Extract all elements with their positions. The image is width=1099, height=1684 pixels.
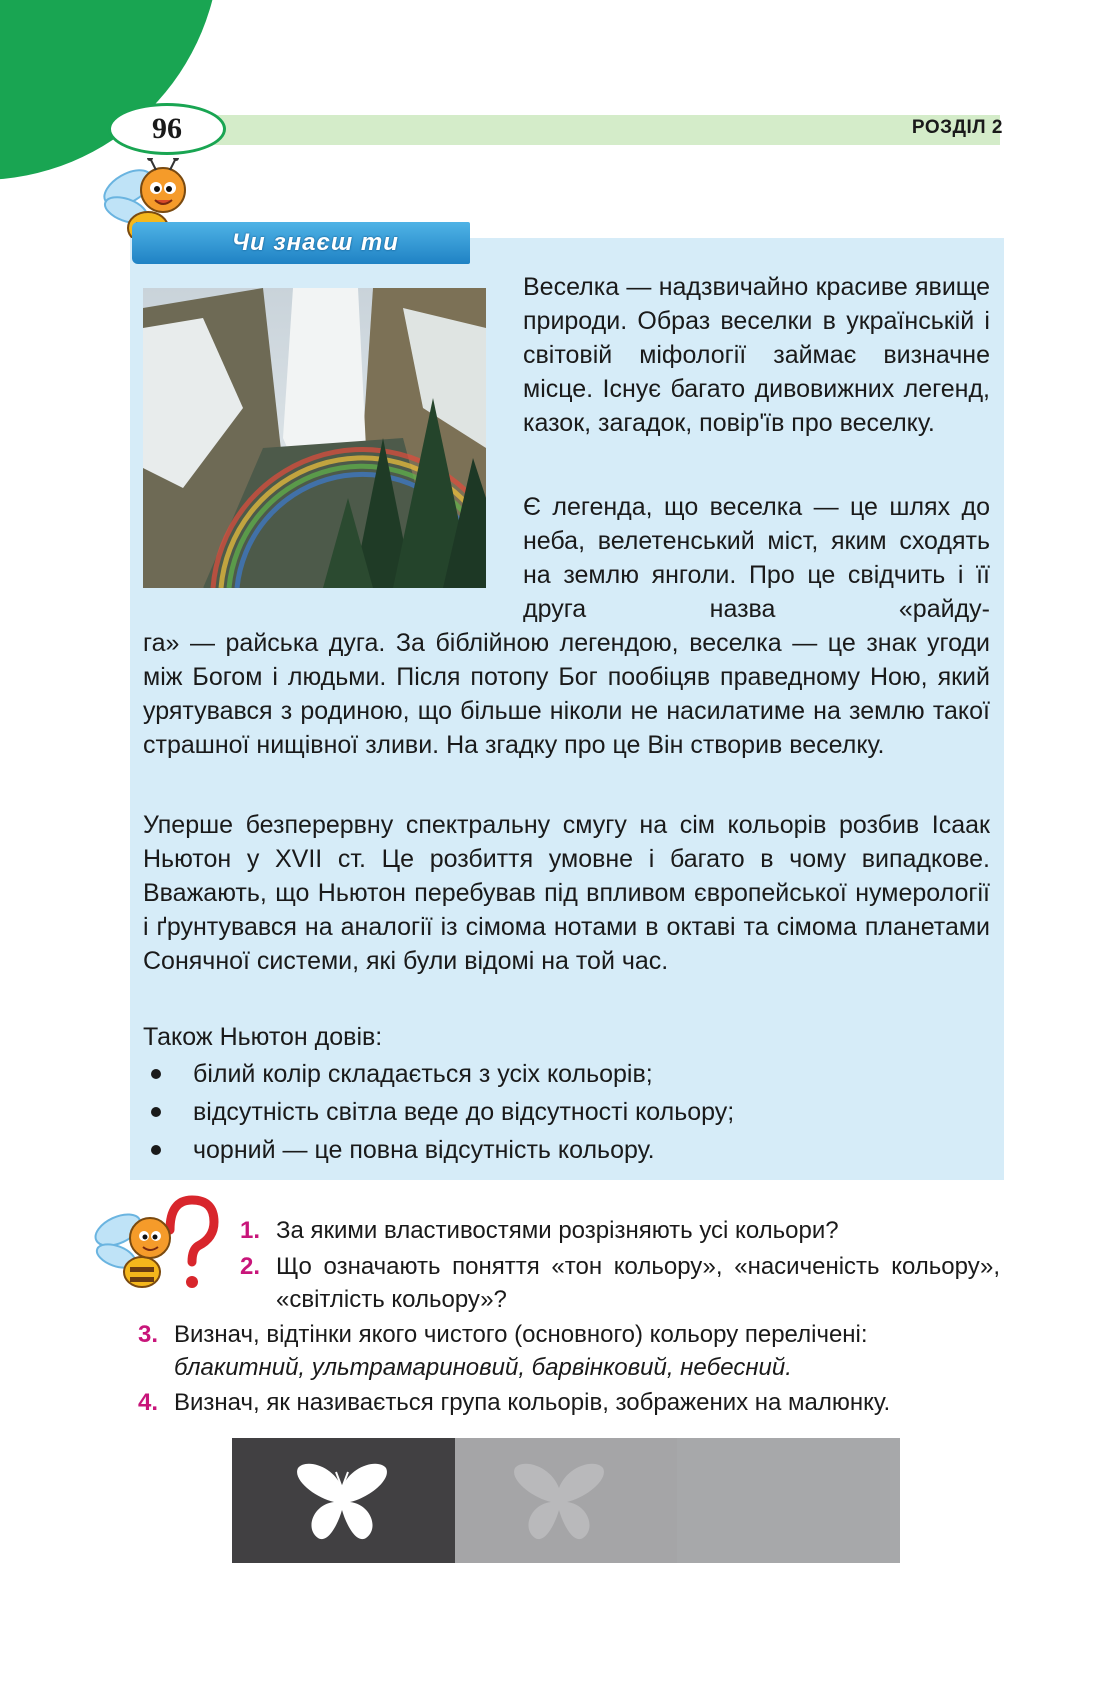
bullet-icon — [151, 1145, 161, 1155]
color-swatches — [232, 1438, 900, 1563]
question-3: 3. Визнач, відтінки якого чистого (основного) кольору перелічені: блакитний, ультрамариновий, барвінковий, небесний. — [138, 1321, 868, 1381]
question-1: 1. За якими властивостями розрізняють усі кольори? — [240, 1217, 839, 1244]
question-2: 2. Що означають поняття «тон кольору», «насиченість кольору», «світлість кольору»? — [240, 1253, 1000, 1313]
paragraph-3: Уперше безперервну спектральну смугу на сім кольорів розбив Ісаак Ньютон у XVII ст. Це розбиття умовне і багато в чому випадкове. Вважають, що Ньютон перебував під впливом європейської нумерології і ґрунтувався на аналогії із сімома нотами в октаві та сімома планетами Сонячної системи, які були відомі на той час. — [143, 811, 990, 975]
question-bee-icon — [92, 1190, 222, 1300]
paragraph-2a: Є легенда, що веселка — це шлях до неба, велетенський міст, яким сходять на землю янголи. Про це свідчить і її друга назва «райду- — [523, 493, 990, 623]
question-4: 4. Визнач, як називається група кольорів, зображених на малюнку. — [138, 1389, 891, 1416]
butterfly-icon — [511, 1458, 607, 1544]
list-item: чорний — це повна відсутність кольору. — [143, 1133, 990, 1171]
header-bar — [210, 115, 1000, 145]
swatch-light — [677, 1438, 900, 1563]
list-item: відсутність світла веде до відсутності кольору; — [143, 1095, 990, 1133]
list-intro: Також Ньютон довів: — [143, 1023, 383, 1051]
swatch-medium — [455, 1438, 678, 1563]
paragraph-2b: га» — райська дуга. За біблійною легендою, веселка — це знак угоди між Богом і людьми. Після потопу Бог пообіцяв праведному Ною, який урятувався з родиною, що більше ніколи не насилатиме на землю такої страшної нищівної зливи. На згадку про це Він створив веселку. — [143, 629, 990, 759]
bullet-icon — [151, 1107, 161, 1117]
page-number: 96 — [108, 103, 226, 155]
butterfly-icon — [294, 1458, 390, 1544]
swatch-dark — [232, 1438, 455, 1563]
did-you-know-title: Чи знаєш ти — [132, 222, 470, 264]
section-label: РОЗДІЛ 2 — [911, 117, 1003, 138]
list-item: білий колір складається з усіх кольорів; — [143, 1057, 990, 1095]
newton-list — [143, 1057, 990, 1171]
paragraph-1: Веселка — надзвичайно красиве явище природи. Образ веселки в українській і світовій міфології займає визначне місце. Існує багато дивовижних легенд, казок, загадок, повір'їв про веселку. — [523, 273, 990, 437]
waterfall-rainbow-photo — [143, 288, 486, 588]
bullet-icon — [151, 1069, 161, 1079]
